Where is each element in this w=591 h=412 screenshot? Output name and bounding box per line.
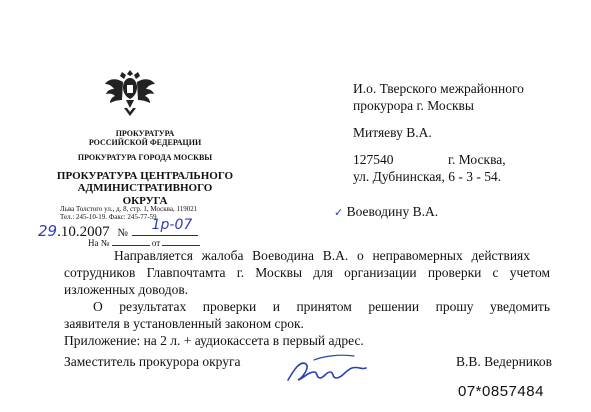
recipient-postcode: 127540 xyxy=(353,152,394,167)
recipient-title-2: прокурора г. Москвы xyxy=(353,98,474,113)
address-line: Льва Толстого ул., д. 8, стр. 1, Москва, 119021 xyxy=(60,205,198,213)
number-prefix: № xyxy=(117,227,128,239)
org-line: ПРОКУРАТУРА ЦЕНТРАЛЬНОГО xyxy=(56,170,234,182)
handwritten-signature xyxy=(284,346,374,392)
org-name-district xyxy=(55,170,235,207)
body-paragraph-1-line-2: сотрудников Главпочтамта г. Москвы для организации проверки с учетом xyxy=(64,265,550,280)
org-name-federal xyxy=(60,130,230,148)
recipient-street: ул. Дубнинская, 6 - 3 - 54. xyxy=(353,169,502,184)
signer-position: Заместитель прокурора округа xyxy=(64,354,241,369)
recipient-name: Митяеву В.А. xyxy=(353,125,432,140)
org-line: ПРОКУРАТУРА xyxy=(115,129,175,138)
address-line: Тел.: 245-10-19. Факс: 245-77-59 xyxy=(60,213,157,222)
date-day-handwritten: 29 xyxy=(38,222,58,240)
reference-line xyxy=(88,238,200,248)
ref-date-field xyxy=(162,245,200,246)
ref-from: от xyxy=(151,238,161,248)
body-paragraph-1-line-1: Направляется жалоба Воеводина В.А. о неправомерных действиях xyxy=(114,248,530,263)
number-handwritten: 1р-07 xyxy=(151,217,193,233)
attachment-line: Приложение: на 2 л. + аудиокассета в первый адрес. xyxy=(64,333,364,348)
ref-prefix: На № xyxy=(88,238,110,248)
body-paragraph-2-line-2: заявителя в установленный законом срок. xyxy=(64,316,304,331)
org-line: РОССИЙСКОЙ ФЕДЕРАЦИИ xyxy=(88,137,202,147)
coat-of-arms-emblem xyxy=(104,64,156,120)
body-paragraph-2-line-1: О результатах проверки и принятом решении прошу уведомить xyxy=(93,299,550,314)
recipient-city: г. Москва, xyxy=(448,152,506,167)
date-rest: .10.2007 xyxy=(57,224,110,240)
second-recipient-name: Воеводину В.А. xyxy=(346,204,439,219)
document-serial-number: 07*0857484 xyxy=(458,383,544,400)
signer-name: В.В. Ведерников xyxy=(456,354,553,369)
second-recipient xyxy=(334,204,438,220)
org-name-city: ПРОКУРАТУРА ГОРОДА МОСКВЫ xyxy=(77,153,213,162)
number-field xyxy=(132,217,198,236)
check-mark-icon: ✓ xyxy=(334,206,344,219)
org-line: АДМИНИСТРАТИВНОГО ОКРУГА xyxy=(77,182,213,207)
body-paragraph-1-line-3: изложенных доводов. xyxy=(64,282,189,297)
recipient-title-1: И.о. Тверского межрайонного xyxy=(353,81,524,96)
ref-number-field xyxy=(112,245,150,246)
